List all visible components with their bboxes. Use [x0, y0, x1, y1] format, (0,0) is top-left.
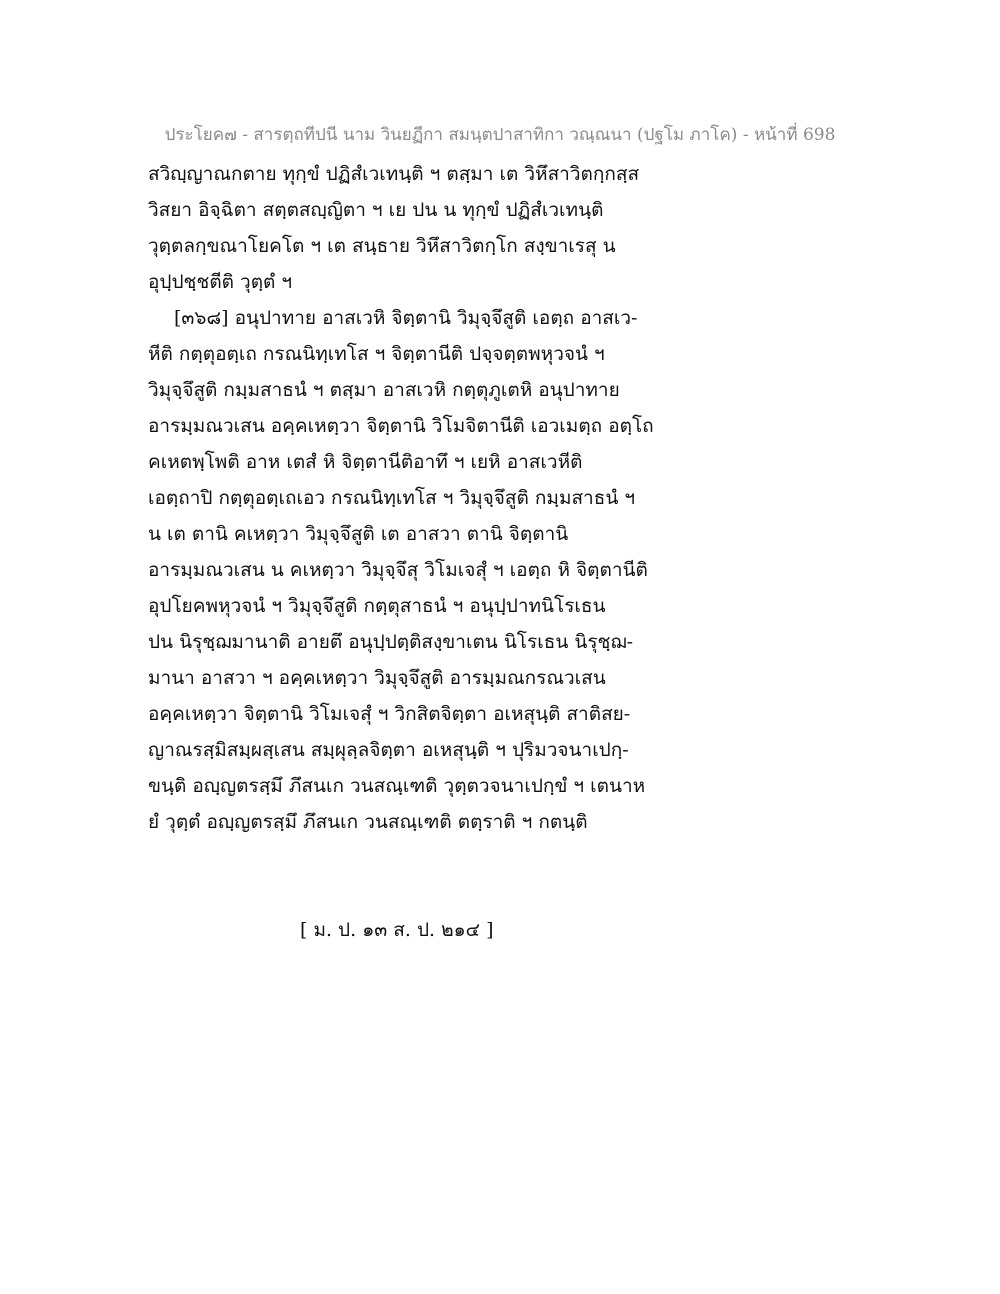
- text-line: ยํ วุตฺตํ อญฺญตรสฺมึ ภึสนเก วนสณฺเฑติ ตตฺราติ ฯ กตนฺติ: [148, 811, 588, 833]
- text-line: วิมุจฺจึสูติ กมฺมสาธนํ ฯ ตสฺมา อาสเวหิ กตฺตุภูเตหิ อนุปาทาย: [148, 379, 620, 401]
- text-line: วิสยา อิจฺฉิตา สตฺตสญฺญิตา ฯ เย ปน น ทุกฺขํ ปฏิสํเวเทนฺติ: [148, 199, 604, 221]
- paragraph-start-line: [๓๖๘] อนุปาทาย อาสเวหิ จิตฺตานิ วิมุจฺจึสูติ เอตฺถ อาสเว-: [174, 307, 638, 329]
- text-line: อุปฺปชฺชตีติ วุตฺตํ ฯ: [148, 271, 293, 293]
- running-header: ประโยค๗ - สารตฺถทีปนี นาม วินยฏีกา สมนฺตปาสาทิกา วณฺณนา (ปฐโม ภาโค) - หน้าที่ 698: [164, 125, 836, 145]
- text-line: อารมฺมณวเสน อคฺคเหตฺวา จิตฺตานิ วิโมจิตานีติ เอวเมตฺถ อตฺโถ: [148, 415, 654, 437]
- text-line: น เต ตานิ คเหตฺวา วิมุจฺจึสูติ เต อาสวา ตานิ จิตฺตานิ: [148, 523, 569, 545]
- reference-citation: [ ม. ป. ๑๓ ส. ป. ๒๑๔ ]: [300, 919, 494, 941]
- text-line: ญาณรสฺมิสมฺผสฺเสน สมฺผุลฺลจิตฺตา อเหสุนฺติ ฯ ปุริมวจนาเปกฺ-: [148, 739, 629, 761]
- body-text: [148, 156, 708, 840]
- text-line: เอตฺถาปิ กตฺตุอตฺเถเอว กรณนิทฺเทโส ฯ วิมุจฺจึสูติ กมฺมสาธนํ ฯ: [148, 487, 636, 509]
- text-line: อุปโยคพหุวจนํ ฯ วิมุจฺจึสูติ กตฺตุสาธนํ ฯ อนุปฺปาทนิโรเธน: [148, 595, 606, 617]
- text-line: อารมฺมณวเสน น คเหตฺวา วิมุจฺจึสุ วิโมเจสุํ ฯ เอตฺถ หิ จิตฺตานีติ: [148, 559, 648, 581]
- text-line: หีติ กตฺตุอตฺเถ กรณนิทฺเทโส ฯ จิตฺตานีติ ปจฺจตฺตพหุวจนํ ฯ: [148, 343, 605, 365]
- text-line: สวิญฺญาณกตาย ทุกฺขํ ปฏิสํเวเทนฺติ ฯ ตสฺมา เต วิหึสาวิตกฺกสฺส: [148, 163, 640, 185]
- text-line: คเหตพฺโพติ อาห เตสํ หิ จิตฺตานีติอาทึ ฯ เยหิ อาสเวหีติ: [148, 451, 583, 473]
- text-line: ปน นิรุชฺฌมานาติ อายตึ อนุปฺปตฺติสงฺขาเตน นิโรเธน นิรุชฺฌ-: [148, 631, 634, 653]
- text-line: วุตฺตลกฺขณาโยคโต ฯ เต สนฺธาย วิหึสาวิตกฺโก สงฺขาเรสุ น: [148, 235, 616, 257]
- text-line: ขนฺติ อญฺญตรสฺมึ ภึสนเก วนสณฺเฑติ วุตฺตวจนาเปกฺขํ ฯ เตนาห: [148, 775, 646, 797]
- text-line: มานา อาสวา ฯ อคฺคเหตฺวา วิมุจฺจึสูติ อารมฺมณกรณวเสน: [148, 667, 606, 689]
- text-line: อคฺคเหตฺวา จิตฺตานิ วิโมเจสุํ ฯ วิกสิตจิตฺตา อเหสุนฺติ สาติสย-: [148, 703, 631, 725]
